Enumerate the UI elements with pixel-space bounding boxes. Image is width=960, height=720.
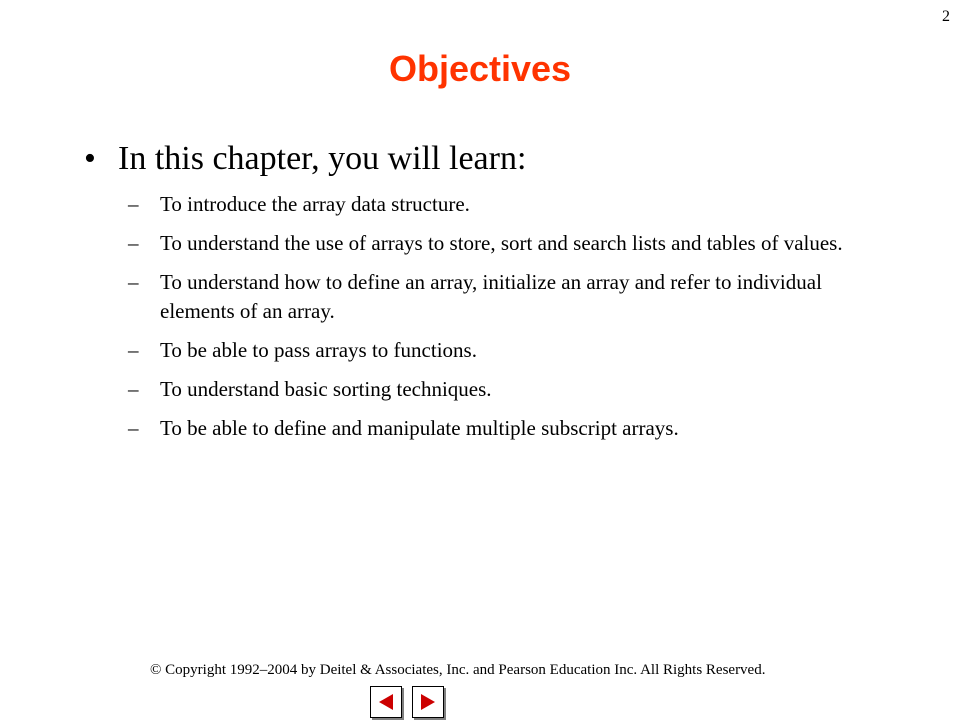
right-arrow-icon (417, 691, 439, 713)
list-item-text: To introduce the array data structure. (160, 192, 470, 216)
list-item-text: To understand how to define an array, initialize an array and refer to individual elements of an array. (160, 270, 822, 323)
previous-slide-button[interactable] (370, 686, 402, 718)
bullet-dot: • (84, 140, 96, 177)
page-number: 2 (942, 8, 950, 25)
slide-navigation (370, 686, 444, 718)
slide-title: Objectives (388, 48, 572, 89)
list-item: – To be able to define and manipulate multiple subscript arrays. (128, 414, 888, 443)
list-item: – To be able to pass arrays to functions. (128, 336, 888, 365)
list-item: – To understand basic sorting techniques. (128, 375, 888, 404)
list-item-text: To be able to pass arrays to functions. (160, 338, 477, 362)
list-item: – To introduce the array data structure. (128, 190, 888, 219)
list-item-text: To understand the use of arrays to store, sort and search lists and tables of values. (160, 231, 843, 255)
objectives-list (128, 190, 888, 453)
next-slide-button[interactable] (412, 686, 444, 718)
copyright-notice: © Copyright 1992–2004 by Deitel & Associates, Inc. and Pearson Education Inc. All Rights Reserved. (150, 662, 766, 678)
list-item: – To understand the use of arrays to store, sort and search lists and tables of values. (128, 229, 888, 258)
left-arrow-icon (375, 691, 397, 713)
list-item-text: To be able to define and manipulate multiple subscript arrays. (160, 416, 679, 440)
main-bullet (84, 140, 526, 178)
list-item: – To understand how to define an array, initialize an array and refer to individual elements of an array. (128, 268, 888, 326)
main-bullet-text: In this chapter, you will learn: (118, 140, 527, 177)
list-item-text: To understand basic sorting techniques. (160, 377, 492, 401)
